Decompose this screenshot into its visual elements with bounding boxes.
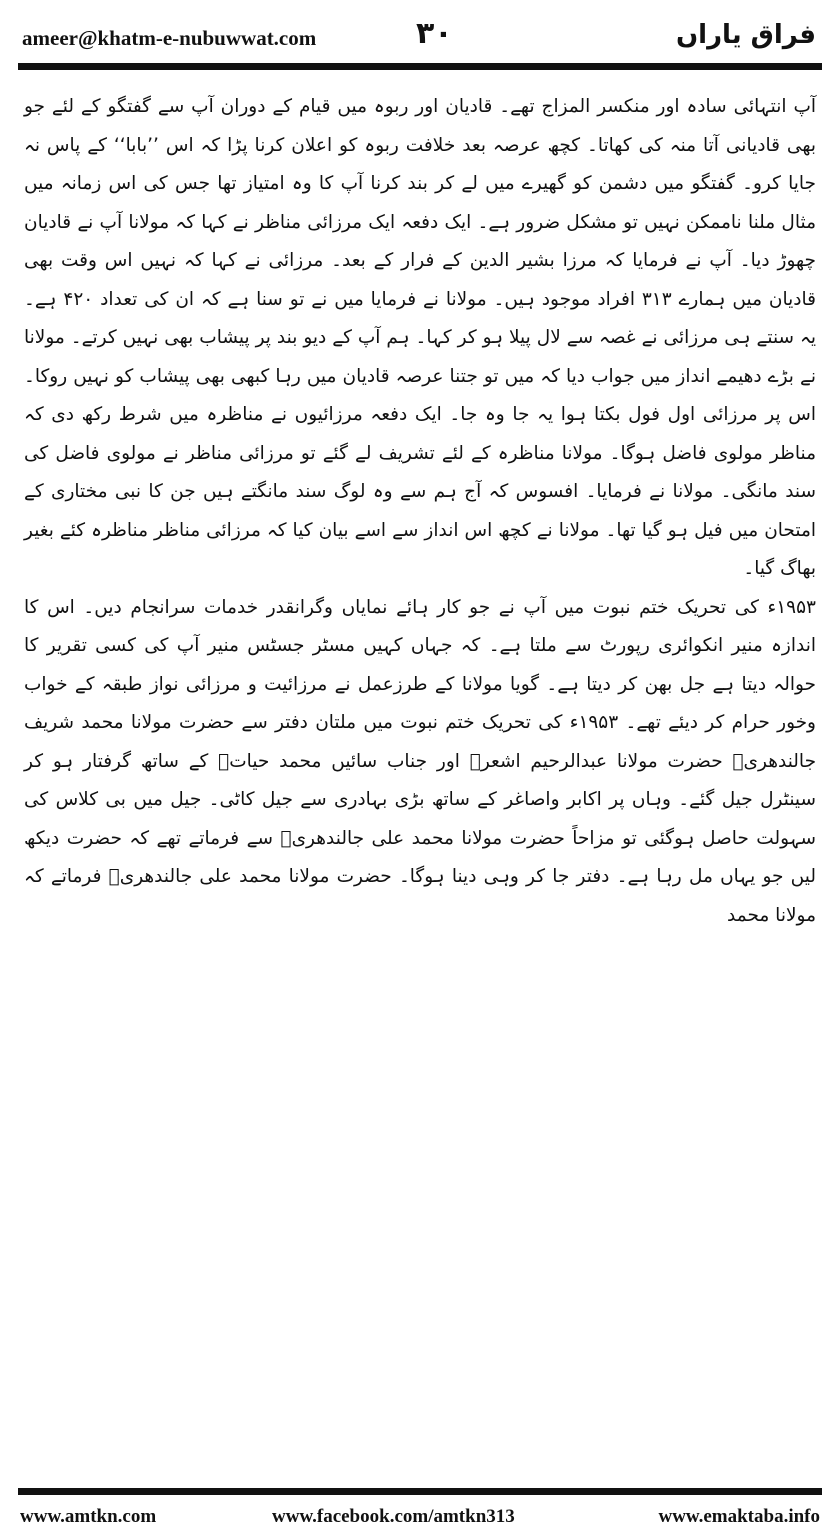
page-footer bbox=[18, 1506, 822, 1532]
page-number: ۳۰ bbox=[416, 16, 453, 51]
book-title: فراق یاراں bbox=[675, 20, 816, 50]
page-header bbox=[18, 12, 822, 62]
footer-rule bbox=[18, 1488, 822, 1495]
body-text bbox=[24, 88, 816, 935]
footer-link-facebook[interactable]: www.facebook.com/amtkn313 bbox=[272, 1506, 515, 1527]
header-rule bbox=[18, 63, 822, 70]
paragraph: ۱۹۵۳ء کی تحریک ختم نبوت میں آپ نے جو کار ہائے نمایاں وگرانقدر خدمات سرانجام دیں۔ اس کا اندازہ منیر انکوائری رپورٹ سے ملتا ہے۔ کہ جہاں کہیں مسٹر جسٹس منیر آپ کی کسی تقریر کا حوالہ دیتا ہے جل بھن کر دیتا ہے۔ گویا مولانا کے طرزعمل نے مرزائیت و مرزائی نواز طبقہ کے خواب وخور حرام کر دیئے تھے۔ ۱۹۵۳ء کی تحریک ختم نبوت میں ملتان دفتر سے حضرت مولانا محمد شریف جالندھریؒ حضرت مولانا عبدالرحیم اشعرؒ اور جناب سائیں محمد حیاتؒ کے ساتھ گرفتار ہو کر سینٹرل جیل گئے۔ وہاں پر اکابر واصاغر کے ساتھ بڑی بہادری سے جیل کاٹی۔ جیل میں بی کلاس کی سہولت حاصل ہوگئی تو مزاحاً حضرت مولانا محمد علی جالندھریؒ سے فرماتے تھے کہ حضرت دیکھ لیں جو یہاں مل رہا ہے۔ دفتر جا کر وہی دینا ہوگا۔ حضرت مولانا محمد علی جالندھریؒ فرماتے کہ مولانا محمد bbox=[24, 596, 816, 926]
footer-link-emaktaba[interactable]: www.emaktaba.info bbox=[658, 1506, 820, 1527]
footer-link-amtkn[interactable]: www.amtkn.com bbox=[20, 1506, 157, 1527]
header-email: ameer@khatm-e-nubuwwat.com bbox=[22, 26, 317, 50]
paragraph: آپ انتہائی سادہ اور منکسر المزاج تھے۔ قادیان اور ربوہ میں قیام کے دوران آپ سے گفتگو کے لئے جو بھی قادیانی آتا منہ کی کھاتا۔ کچھ عرصہ بعد خلافت ربوہ کو اعلان کرنا پڑا کہ اس ’’بابا‘‘ کے پاس نہ جایا کرو۔ گفتگو میں دشمن کو گھیرے میں لے کر بند کرنا آپ کا وہ امتیاز تھا جس کی اس زمانہ میں مثال ملنا ناممکن نہیں تو مشکل ضرور ہے۔ ایک دفعہ ایک مرزائی مناظر نے کہا کہ مولانا آپ نے قادیان چھوڑ دیا۔ آپ نے فرمایا کہ مرزا بشیر الدین کے فرار کے بعد۔ مرزائی نے کہا کہ نہیں اس وقت بھی قادیان میں ہمارے ۳۱۳ افراد موجود ہیں۔ مولانا نے فرمایا میں نے تو سنا ہے کہ ان کی تعداد ۴۲۰ ہے۔ یہ سنتے ہی مرزائی نے غصہ سے لال پیلا ہو کر کہا۔ ہم آپ کے دیو بند پر پیشاب بھی نہیں کرتے۔ مولانا نے بڑے دھیمے انداز میں جواب دیا کہ میں تو جتنا عرصہ قادیان میں رہا کبھی بھی پیشاب کو نہیں روکا۔ اس پر مرزائی اول فول بکتا ہوا یہ جا وہ جا۔ ایک دفعہ مرزائیوں نے مناظرہ میں شرط رکھ دی کہ مناظر مولوی فاضل ہوگا۔ مولانا مناظرہ کے لئے تشریف لے گئے تو مرزائی مناظر نے مولوی فاضل کی سند مانگی۔ مولانا نے فرمایا۔ افسوس کہ آج ہم سے وہ لوگ سند مانگتے ہیں جن کا نبی مختاری کے امتحان میں فیل ہو گیا تھا۔ مولانا نے کچھ اس انداز سے اسے بیان کیا کہ مرزائی مناظر مناظرہ کئے بغیر بھاگ گیا۔ bbox=[24, 96, 816, 579]
